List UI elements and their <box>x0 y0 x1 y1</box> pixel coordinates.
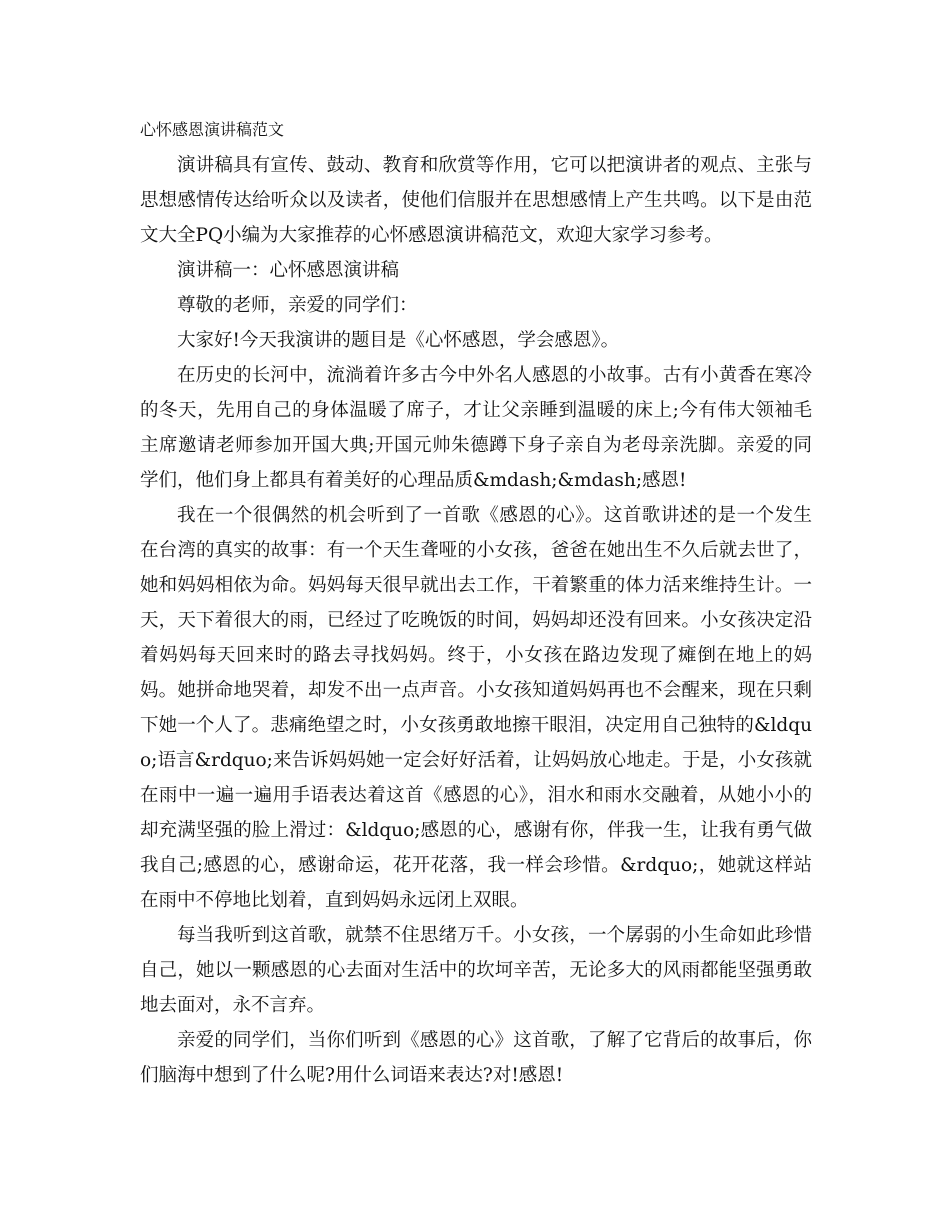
paragraph-reflection: 每当我听到这首歌，就禁不住思绪万千。小女孩，一个孱弱的小生命如此珍惜自己，她以一颗感恩的心去面对生活中的坎坷辛苦，无论多大的风雨都能坚强勇敢地去面对，永不言弃。 <box>140 925 812 1016</box>
paragraph-salutation: 尊敬的老师，亲爱的同学们： <box>177 295 418 316</box>
paragraph-speech-heading: 演讲稿一：心怀感恩演讲稿 <box>177 260 400 281</box>
paragraph-song-story: 我在一个很偶然的机会听到了一首歌《感恩的心》。这首歌讲述的是一个发生在台湾的真实的故事：有一个天生聋哑的小女孩，爸爸在她出生不久后就去世了，她和妈妈相依为命。妈妈每天很早就出去工作，干着繁重的体力活来维持生计。一天，天下着很大的雨，已经过了吃晚饭的时间，妈妈却还没有回来。小女孩决定沿着妈妈每天回来时的路去寻找妈妈。终于，小女孩在路边发现了瘫倒在地上的妈妈。她拼命地哭着，却发不出一点声音。小女孩知道妈妈再也不会醒来，现在只剩下她一个人了。悲痛绝望之时，小女孩勇敢地擦干眼泪，决定用自己独特的&ldquo;语言&rdquo;来告诉妈妈她一定会好好活着，让妈妈放心地走。于是，小女孩就在雨中一遍一遍用手语表达着这首《感恩的心》，泪水和雨水交融着，从她小小的却充满坚强的脸上滑过：&ldquo;感恩的心，感谢有你，伴我一生，让我有勇气做我自己;感恩的心，感谢命运，花开花落，我一样会珍惜。&rdquo;，她就这样站在雨中不停地比划着，直到妈妈永远闭上双眼。 <box>140 505 812 911</box>
document-title: 心怀感恩演讲稿范文 <box>140 120 285 139</box>
paragraph-greeting: 大家好!今天我演讲的题目是《心怀感恩，学会感恩》。 <box>177 330 620 351</box>
document-page <box>140 112 812 1093</box>
paragraph-closing-question: 亲爱的同学们，当你们听到《感恩的心》这首歌，了解了它背后的故事后，你们脑海中想到了什么呢?用什么词语来表达?对!感恩! <box>140 1030 812 1086</box>
paragraph-history: 在历史的长河中，流淌着许多古今中外名人感恩的小故事。古有小黄香在寒冷的冬天，先用自己的身体温暖了席子，才让父亲睡到温暖的床上;今有伟大领袖毛主席邀请老师参加开国大典;开国元帅朱德蹲下身子亲自为老母亲洗脚。亲爱的同学们，他们身上都具有着美好的心理品质&mdash;&mdash;感恩! <box>140 365 812 491</box>
paragraph-intro: 演讲稿具有宣传、鼓动、教育和欣赏等作用，它可以把演讲者的观点、主张与思想感情传达给听众以及读者，使他们信服并在思想感情上产生共鸣。以下是由范文大全PQ小编为大家推荐的心怀感恩演讲稿范文，欢迎大家学习参考。 <box>140 155 812 246</box>
